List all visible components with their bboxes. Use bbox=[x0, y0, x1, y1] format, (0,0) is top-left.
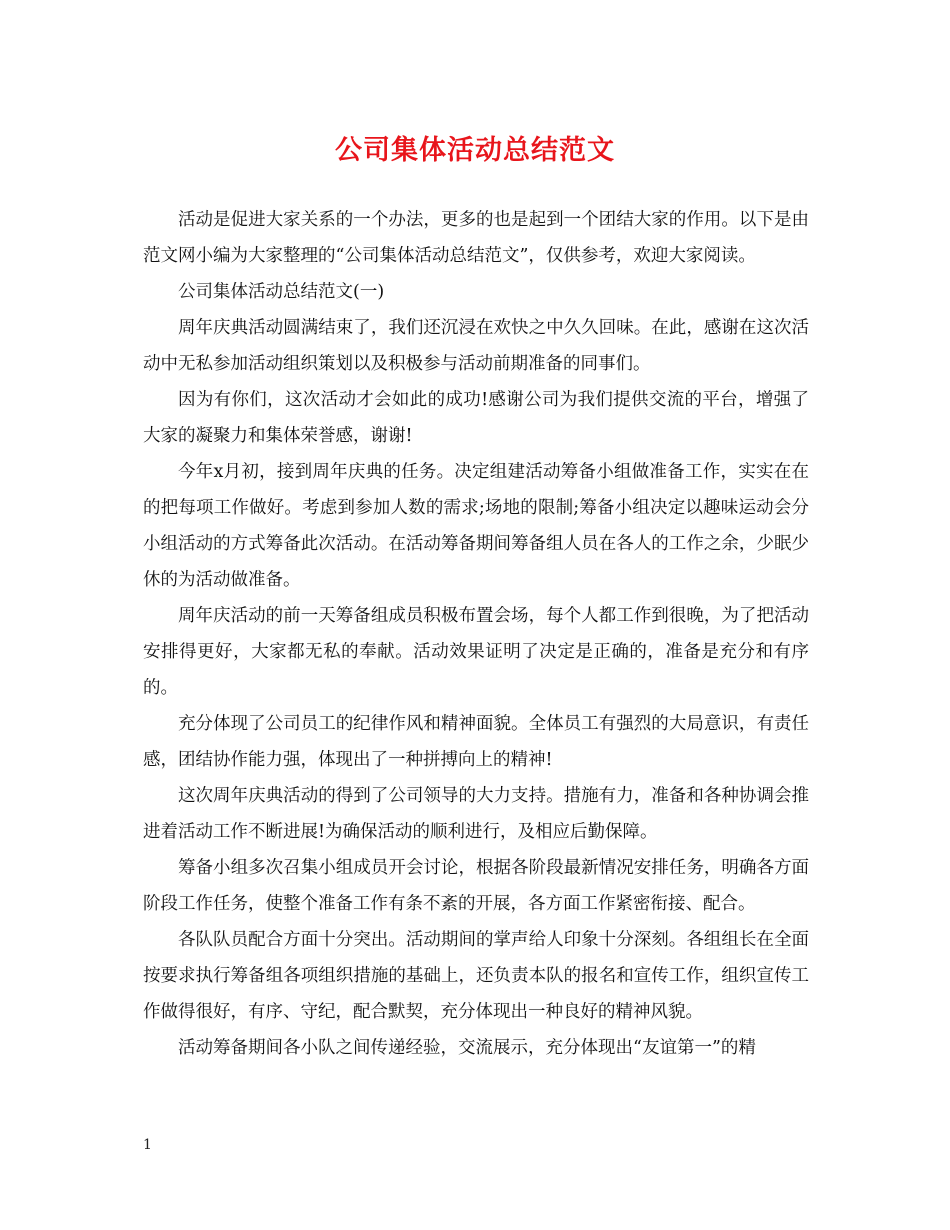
paragraph: 周年庆典活动圆满结束了，我们还沉浸在欢快之中久久回味。在此，感谢在这次活动中无私参加活动组织策划以及积极参与活动前期准备的同事们。 bbox=[143, 318, 809, 374]
section-heading: 公司集体活动总结范文(一) bbox=[178, 282, 385, 302]
document-body bbox=[143, 202, 809, 1066]
paragraph: 筹备小组多次召集小组成员开会讨论，根据各阶段最新情况安排任务，明确各方面阶段工作任务，使整个准备工作有条不紊的开展，各方面工作紧密衔接、配合。 bbox=[143, 858, 809, 914]
document-title: 公司集体活动总结范文 bbox=[335, 135, 615, 166]
paragraph: 各队队员配合方面十分突出。活动期间的掌声给人印象十分深刻。各组组长在全面按要求执行筹备组各项组织措施的基础上，还负责本队的报名和宣传工作，组织宣传工作做得很好，有序、守纪，配合默契，充分体现出一种良好的精神风貌。 bbox=[143, 930, 809, 1022]
paragraph: 今年x月初，接到周年庆典的任务。决定组建活动筹备小组做准备工作，实实在在的把每项工作做好。考虑到参加人数的需求;场地的限制;筹备小组决定以趣味运动会分小组活动的方式筹备此次活动。在活动筹备期间筹备组人员在各人的工作之余，少眠少休的为活动做准备。 bbox=[143, 462, 809, 590]
paragraph: 充分体现了公司员工的纪律作风和精神面貌。全体员工有强烈的大局意识，有责任感，团结协作能力强，体现出了一种拼搏向上的精神! bbox=[143, 714, 809, 770]
paragraph: 活动是促进大家关系的一个办法，更多的也是起到一个团结大家的作用。以下是由范文网小编为大家整理的“公司集体活动总结范文”，仅供参考，欢迎大家阅读。 bbox=[143, 210, 809, 266]
paragraph: 这次周年庆典活动的得到了公司领导的大力支持。措施有力，准备和各种协调会推进着活动工作不断进展!为确保活动的顺利进行，及相应后勤保障。 bbox=[143, 786, 809, 842]
paragraph: 活动筹备期间各小队之间传递经验，交流展示，充分体现出“友谊第一”的精 bbox=[178, 1038, 756, 1058]
paragraph: 周年庆活动的前一天筹备组成员积极布置会场，每个人都工作到很晚，为了把活动安排得更好，大家都无私的奉献。活动效果证明了决定是正确的，准备是充分和有序的。 bbox=[143, 606, 809, 698]
page-number: 1 bbox=[143, 1137, 152, 1153]
paragraph: 因为有你们，这次活动才会如此的成功!感谢公司为我们提供交流的平台，增强了大家的凝聚力和集体荣誉感，谢谢! bbox=[143, 390, 809, 446]
